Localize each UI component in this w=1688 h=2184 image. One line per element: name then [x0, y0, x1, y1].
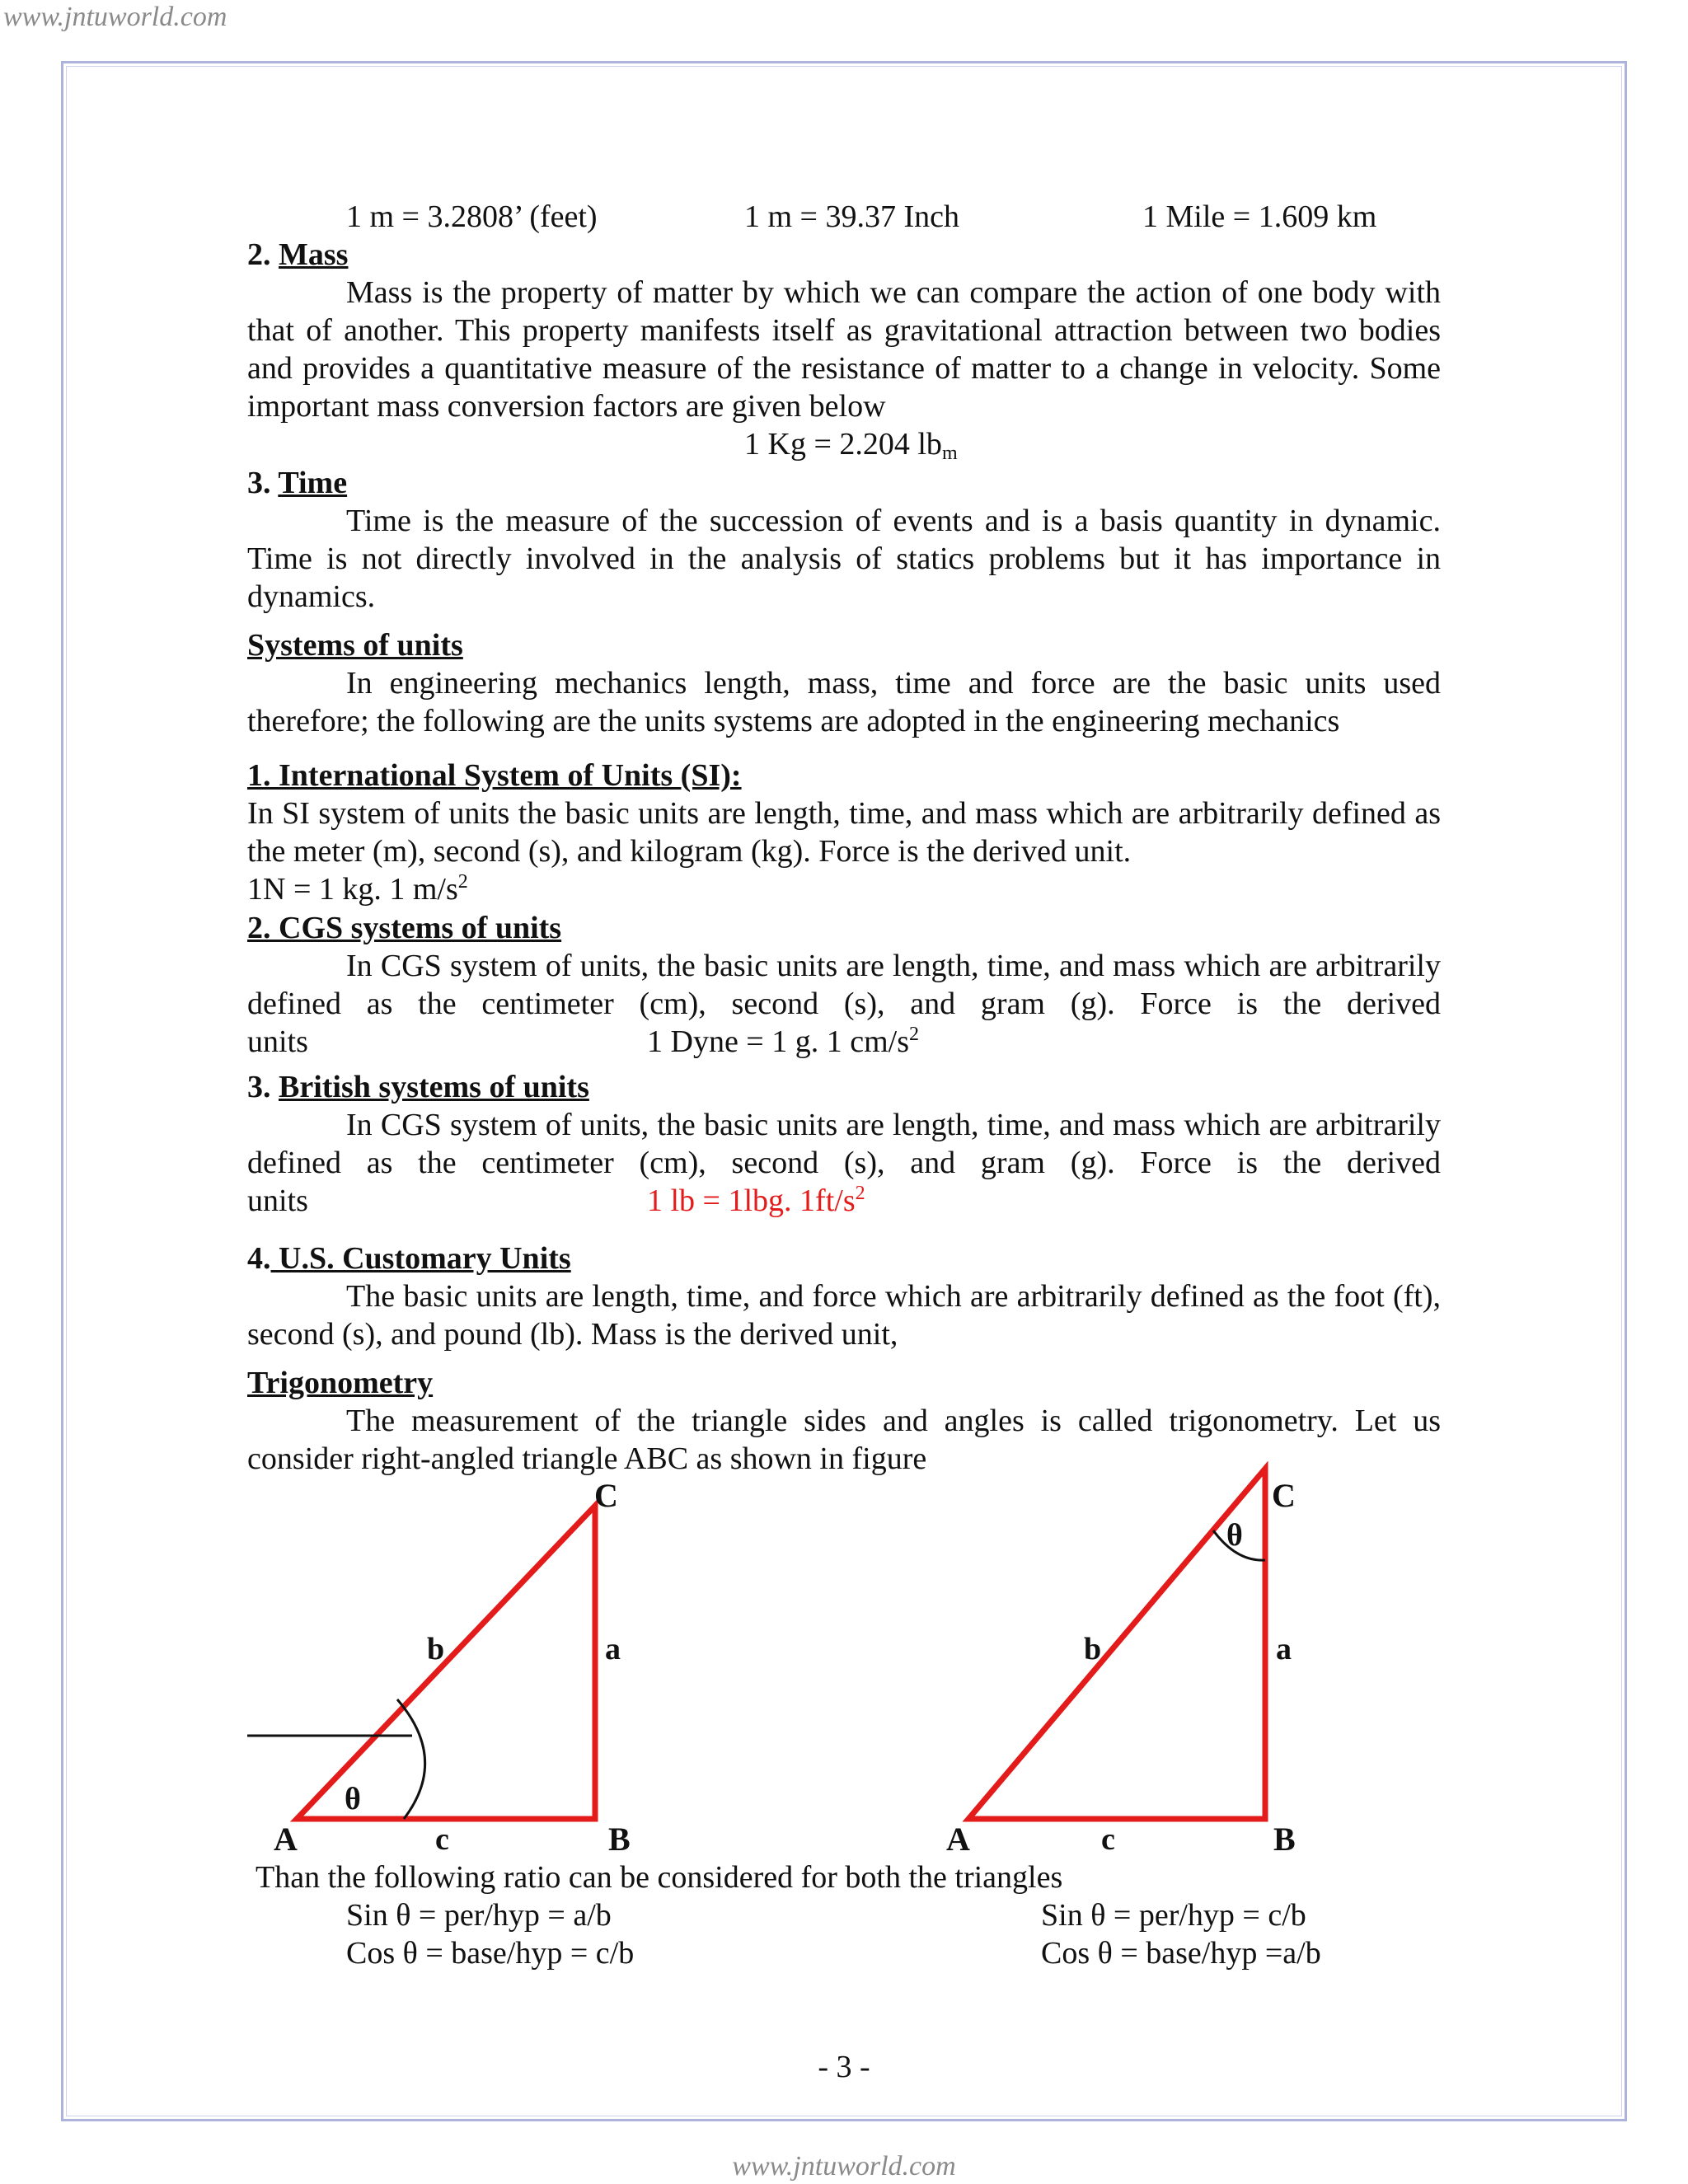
left-sin-ratio: Sin θ = per/hyp = a/b [346, 1898, 612, 1933]
si-paragraph: In SI system of units the basic units are length, time, and mass which are arbitrarily defined as the meter (m), second (s), and kilogram (kg). Force is the derived unit. [247, 796, 1441, 869]
time-heading: 3. Time [247, 466, 348, 500]
right-triangle [968, 1469, 1265, 1819]
right-label-c: c [1101, 1822, 1115, 1857]
right-label-b: b [1084, 1632, 1102, 1666]
us-paragraph: The basic units are length, time, and force which are arbitrarily defined as the foot (ft), second (s), and pound (lb). Mass is the derived unit, [247, 1279, 1441, 1352]
mass-paragraph: Mass is the property of matter by which we can compare the action of one body with that of another. This property manifests itself as gravitational attraction between two bodies and provides a quantitative measure of the resistance of matter to a change in velocity. Some important mass conversion factors are given below [247, 275, 1441, 424]
conversion-mile: 1 Mile = 1.609 km [1142, 199, 1377, 234]
watermark-bottom: www.jntuworld.com [732, 2151, 956, 2182]
cgs-formula: 1 Dyne = 1 g. 1 $cm/s^2$ [647, 1024, 920, 1059]
right-triangle-outline [968, 1469, 1265, 1819]
left-cos-ratio: Cos θ = base/hyp = c/b [346, 1936, 635, 1971]
conversion-feet: 1 m = 3.2808’ (feet) [346, 199, 598, 234]
right-label-B: B [1273, 1821, 1296, 1858]
si-heading: 1. International System of Units (SI): [247, 758, 742, 793]
right-cos-ratio: Cos θ = base/hyp =a/b [1041, 1936, 1321, 1971]
si-formula: 1N = 1 kg. 1 $m/s^2$ [247, 871, 468, 907]
right-label-a: a [1276, 1632, 1292, 1666]
left-label-b: b [427, 1632, 445, 1666]
left-triangle-outline [297, 1506, 595, 1819]
left-angle-arc [397, 1699, 425, 1819]
british-paragraph: In CGS system of units, the basic units are length, time, and mass which are arbitrarily defined as the centimeter (cm), second (s), and gram (g). Force is the derived [247, 1108, 1441, 1180]
right-label-C: C [1272, 1477, 1296, 1514]
right-sin-ratio: Sin θ = per/hyp = c/b [1041, 1898, 1306, 1933]
left-label-C: C [594, 1477, 618, 1514]
cgs-heading: 2. CGS systems of units [247, 911, 562, 945]
left-label-c: c [435, 1822, 449, 1857]
page-number: - 3 - [818, 2050, 870, 2084]
mass-formula: 1 Kg = 2.204 $lb_m$ [744, 427, 958, 464]
cgs-paragraph: In CGS system of units, the basic units are length, time, and mass which are arbitrarily defined as the centimeter (cm), second (s), and gram (g). Force is the derived [247, 949, 1441, 1021]
british-formula: 1 lb = 1lbg. $1ft/s^2$ [647, 1183, 865, 1218]
trig-heading: Trigonometry [247, 1366, 434, 1400]
trig-paragraph: The measurement of the triangle sides and angles is called trigonometry. Let us consider right-angled triangle ABC as shown in figure [247, 1404, 1441, 1476]
british-units-word: units [247, 1183, 308, 1218]
ratios-intro: Than the following ratio can be considered for both the triangles [256, 1860, 1063, 1895]
cgs-units-word: units [247, 1024, 308, 1059]
right-label-theta: θ [1226, 1518, 1243, 1553]
left-label-a: a [605, 1632, 621, 1666]
left-label-B: B [608, 1821, 631, 1858]
left-triangle [247, 1506, 595, 1819]
right-label-A: A [946, 1821, 970, 1858]
time-paragraph: Time is the measure of the succession of events and is a basis quantity in dynamic. Time is not directly involved in the analysis of statics problems but it has importance in dynamics. [247, 504, 1441, 614]
mass-heading: 2. Mass [247, 237, 349, 272]
us-heading: 4. U.S. Customary Units [247, 1241, 571, 1276]
systems-heading: Systems of units [247, 628, 463, 663]
british-heading: 3. British systems of units [247, 1070, 589, 1104]
left-label-theta: θ [345, 1782, 361, 1816]
watermark-top: www.jntuworld.com [3, 2, 227, 32]
conversion-inch: 1 m = 39.37 Inch [744, 199, 960, 234]
systems-paragraph: In engineering mechanics length, mass, time and force are the basic units used therefore; the following are the units systems are adopted in the engineering mechanics [247, 666, 1441, 738]
left-label-A: A [274, 1821, 298, 1858]
